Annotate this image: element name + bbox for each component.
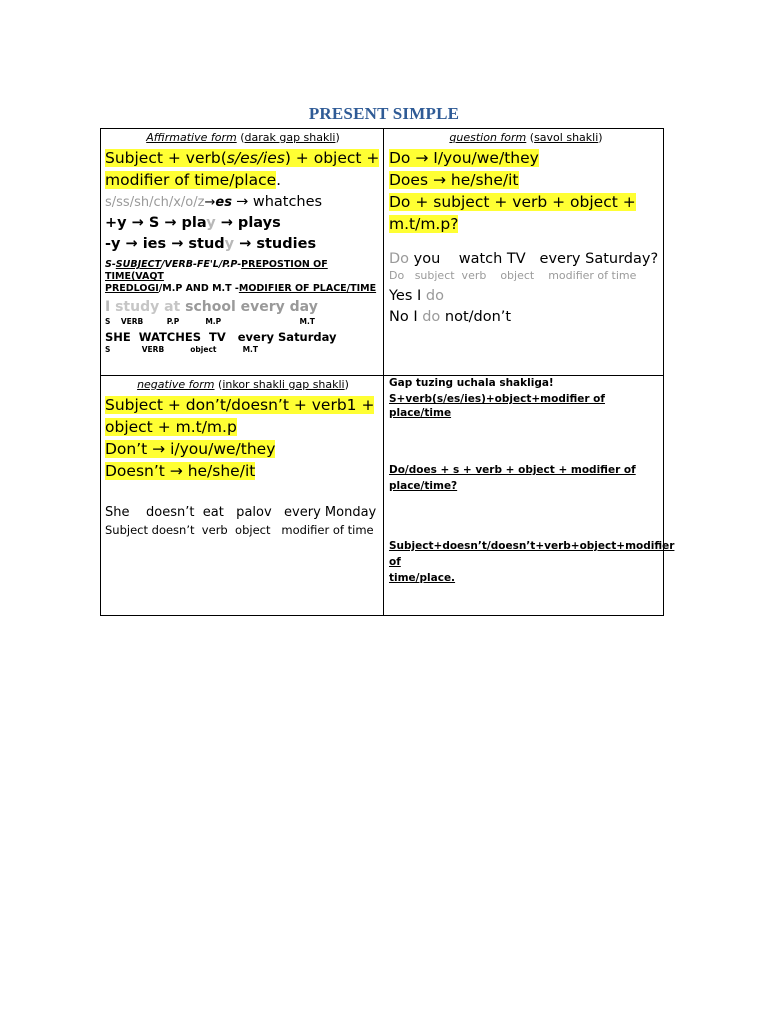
exercise-negative-formula: Subject+doesn’t/doesn’t+verb+object+modifier of time/place. xyxy=(389,540,675,584)
question-example: Do you watch TV every Saturday? xyxy=(389,251,659,267)
question-tags: Do subject verb object modifier of time xyxy=(389,269,637,282)
exercise-cell xyxy=(389,376,675,586)
example-tags-1: S VERB P.P M.P M.T xyxy=(105,317,315,326)
affirmative-formula: Subject + verb(s/es/ies) + object + modifier of time/place. xyxy=(105,149,380,189)
table-divider-vertical xyxy=(383,129,384,615)
abbreviation-legend: S-SUBJECT/VERB-FE'L/P.P-PREPOSTION OF TIME(VAQT PREDLOGI/M.P AND M.T -MODIFIER OF PLACE/TIME xyxy=(105,259,377,294)
rule-y-s: +y → S → play → plays xyxy=(105,215,281,231)
example-sentence-1: I study at school every day xyxy=(105,299,318,315)
negative-cell xyxy=(105,376,381,538)
question-header: question form (savol shakli) xyxy=(449,131,603,144)
question-formula: Do → I/you/we/they Does → he/she/it Do + subject + verb + object + m.t/m.p? xyxy=(389,149,636,233)
negative-tags: Subject doesn’t verb object modifier of time xyxy=(105,523,374,537)
affirmative-cell xyxy=(105,129,381,355)
exercise-affirmative-formula: S+verb(s/es/ies)+object+modifier of place/time xyxy=(389,393,605,419)
negative-example: She doesn’t eat palov every Monday xyxy=(105,505,377,520)
exercise-heading: Gap tuzing uchala shakliga! xyxy=(389,377,554,389)
exercise-question-formula: Do/does + s + verb + object + modifier of place/time? xyxy=(389,464,636,492)
question-answers: Yes I do No I do not/don’t xyxy=(389,288,512,325)
page-title: PRESENT SIMPLE xyxy=(308,104,460,123)
question-cell xyxy=(389,129,663,328)
rule-y-ies: -y → ies → study → studies xyxy=(105,236,317,252)
grammar-table xyxy=(100,128,675,616)
negative-header: negative form (inkor shakli gap shakli) xyxy=(137,378,349,391)
negative-formula: Subject + don’t/doesn’t + verb1 + object + m.t/m.p Don’t → i/you/we/they Doesn’t → he/she/it xyxy=(105,396,375,480)
affirmative-header: Affirmative form (darak gap shakli) xyxy=(146,131,340,144)
rule-es: s/ss/sh/ch/x/o/z→es → whatches xyxy=(105,194,323,210)
example-tags-2: S VERB object M.T xyxy=(105,345,259,354)
example-sentence-2: SHE WATCHES TV every Saturday xyxy=(105,330,337,344)
